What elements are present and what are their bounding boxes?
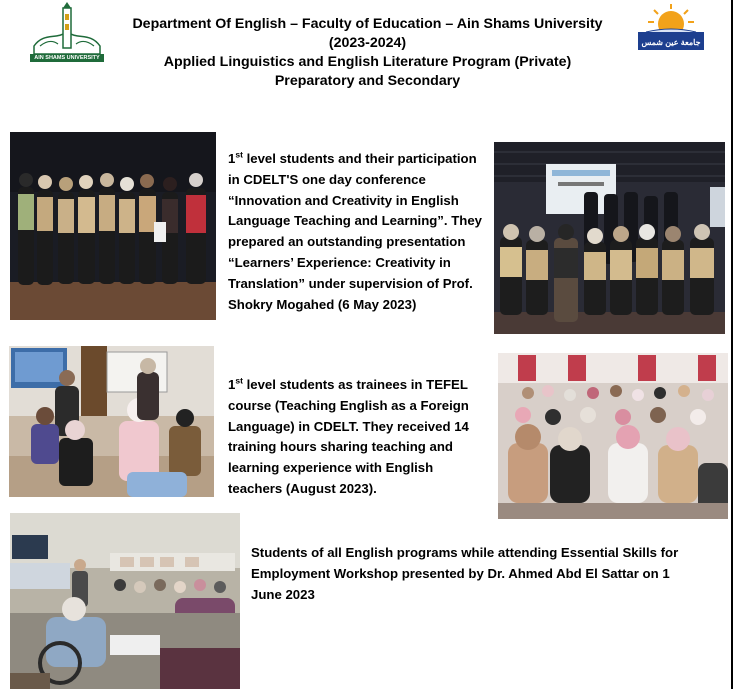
page-border-right xyxy=(731,0,733,689)
academic-year: (2023-2024) xyxy=(328,35,407,51)
logo-text: جامعة عين شمس xyxy=(641,38,701,47)
level-suffix: st xyxy=(235,375,243,386)
photo-students-in-hall xyxy=(498,353,728,519)
faculty-of-education-logo xyxy=(632,2,710,52)
ain-shams-university-logo xyxy=(26,2,108,64)
photo-group-with-professors xyxy=(494,142,725,334)
caption-text: level students and their participation in CDELT'S one day conference “Innovation and Creativity in English Language Teaching and Learning”. They prepared an outstanding presentation “Learners’ Experience: Creativity in Translation” under supervision of Prof. Shokry Mogahed (6 May 2023) xyxy=(228,151,483,312)
logo-text: AIN SHAMS UNIVERSITY xyxy=(34,55,100,61)
caption-text: Students of all English programs while attending Essential Skills for Employment Workshop presented by Dr. Ahmed Abd El Sattar on 1 June 2023 xyxy=(251,545,679,602)
photo-tefel-training xyxy=(9,346,214,497)
caption-cdelt-conference xyxy=(228,149,490,315)
page-header xyxy=(110,15,625,91)
photo-employment-workshop xyxy=(10,513,240,689)
level-suffix: st xyxy=(235,149,243,160)
caption-tefel-course xyxy=(228,375,490,500)
program-title: Applied Linguistics and English Literature Program (Private) xyxy=(163,54,572,70)
level-number: 1 xyxy=(228,377,236,392)
caption-text: level students as trainees in TEFEL course (Teaching English as a Foreign Language) in CDELT. They received 14 training hours sharing teaching and learning experience with English teachers (August 2023). xyxy=(228,377,469,496)
level-number: 1 xyxy=(228,151,236,166)
caption-employment-workshop xyxy=(251,543,691,605)
department-title: Department Of English – Faculty of Education – Ain Shams University xyxy=(132,16,603,32)
photo-students-on-stage xyxy=(10,132,216,320)
program-levels: Preparatory and Secondary xyxy=(274,73,461,89)
